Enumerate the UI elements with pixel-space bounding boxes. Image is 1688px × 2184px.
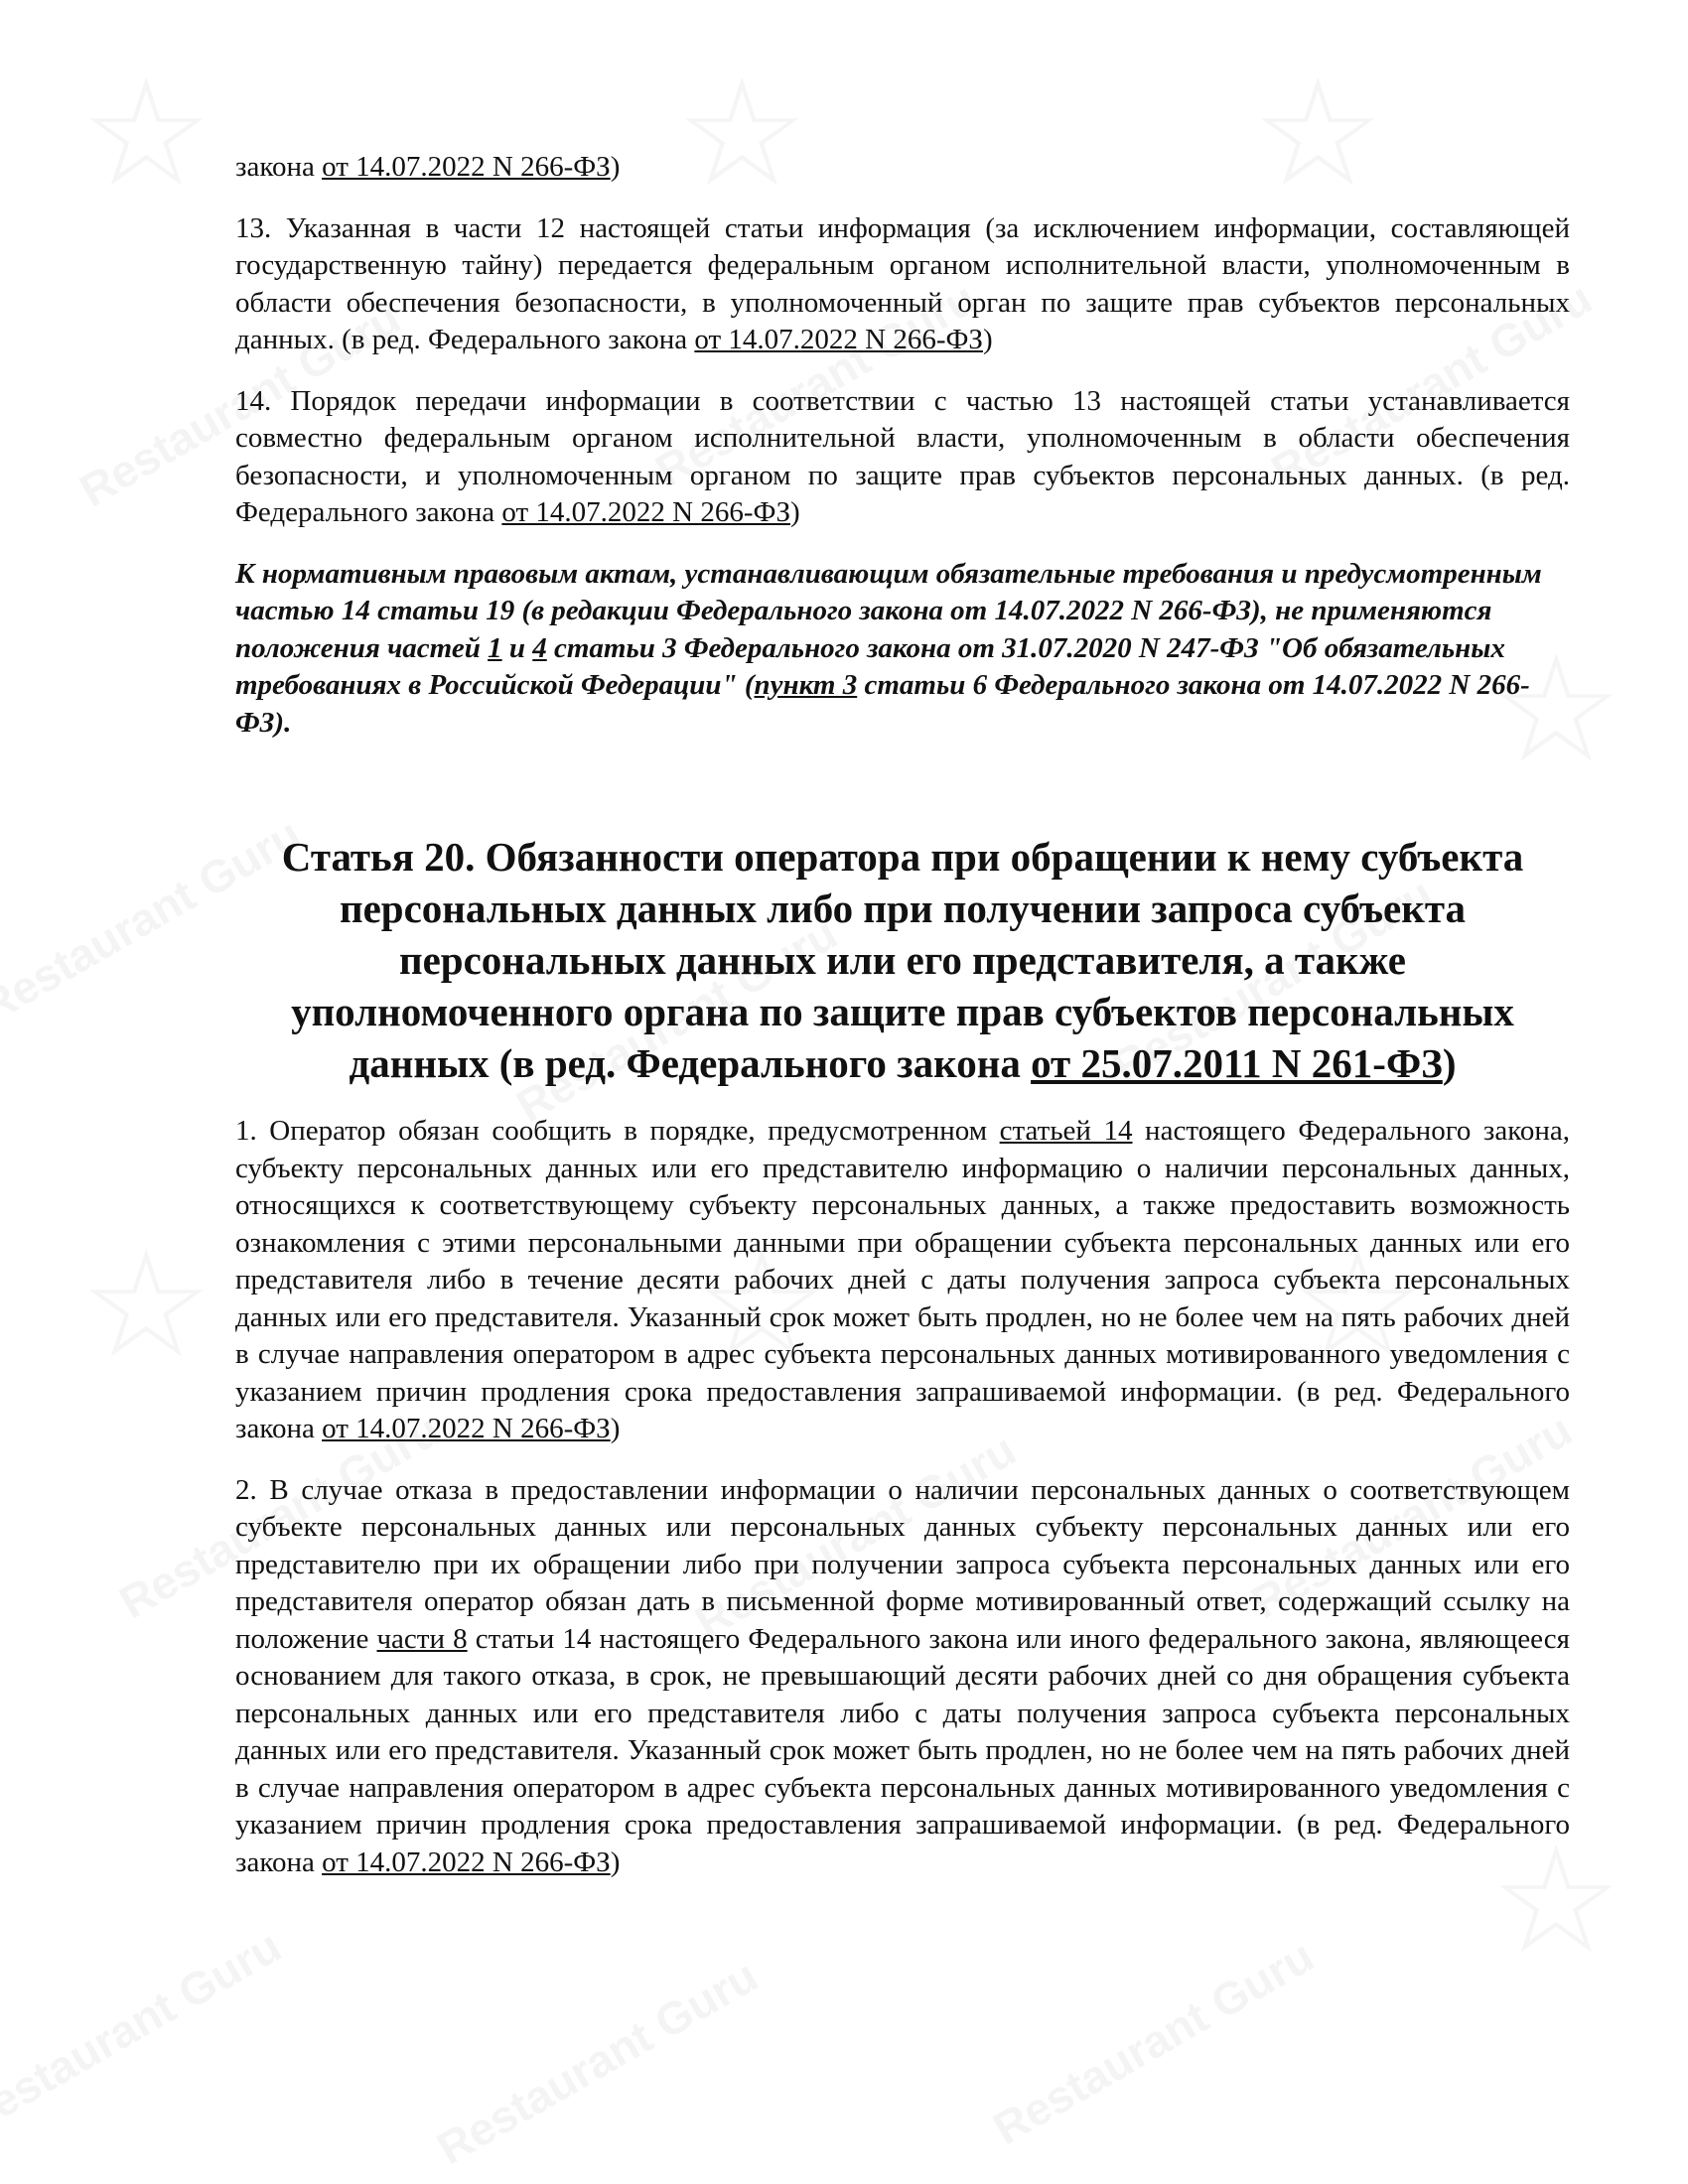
law-link[interactable]: от 14.07.2022 N 266-ФЗ [322,151,611,183]
article-paragraph-2: 2. В случае отказа в предоставлении информации о наличии персональных данных о соответствующем субъекте персональных данных или персональных данных субъекту персональных данных или его представителю при их обращении либо при получении запроса субъекта персональных данных или его представителя оператор обязан дать в письменной форме мотивированный ответ, содержащий ссылку на положение части 8 статьи 14 настоящего Федерального закона или иного федерального закона, являющееся основанием для такого отказа, в срок, не превышающий десяти рабочих дней со дня обращения субъекта персональных данных или его представителя либо с даты получения запроса субъекта персональных данных или его представителя. Указанный срок может быть продлен, но не более чем на пять рабочих дней в случае направления оператором в адрес субъекта персональных данных мотивированного уведомления с указанием причин продления срока предоставления запрашиваемой информации. (в ред. Федерального закона от 14.07.2022 N 266-ФЗ) [235,1473,1570,1878]
paragraph-continuation: закона от 14.07.2022 N 266-ФЗ) [235,151,621,183]
paragraph-14: 14. Порядок передачи информации в соответствии с частью 13 настоящей статьи устанавливается совместно федеральным органом исполнительной власти, уполномоченным в области обеспечения безопасности, и уполномоченным органом по защите прав субъектов персональных данных. (в ред. Федерального закона от 14.07.2022 N 266-ФЗ) [235,384,1570,528]
paragraph-13: 13. Указанная в части 12 настоящей статьи информация (за исключением информации, составляющей государственную тайну) передается федеральным органом исполнительной власти, уполномоченным в области обеспечения безопасности, в уполномоченный орган по защите прав субъектов персональных данных. (в ред. Федерального закона от 14.07.2022 N 266-ФЗ) [235,211,1570,355]
law-link[interactable]: 4 [532,631,547,664]
star-icon [79,1231,228,1380]
law-link[interactable]: пункт 3 [754,669,858,701]
watermark-text [984,1929,1323,2155]
editorial-note: К нормативным правовым актам, устанавливающим обязательные требования и предусмотренным частью 14 статьи 19 (в редакции Федерального закона от 14.07.2022 N 266-ФЗ), не применяются положения частей 1 и 4 статьи 3 Федерального закона от 31.07.2020 N 247-ФЗ "Об обязательных требованиях в Российской Федерации" (пункт 3 статьи 6 Федерального закона от 14.07.2022 N 266-ФЗ). [235,557,1542,739]
watermark-text [0,1919,290,2145]
article-paragraph-1: 1. Оператор обязан сообщить в порядке, предусмотренном статьей 14 настоящего Федерального закона, субъекту персональных данных или его представителю информацию о наличии персональных данных, относящихся к соответствующему субъекту персональных данных, а также предоставить возможность ознакомления с этими персональными данными при обращении субъекта персональных данных или его представителя либо в течение десяти рабочих дней с даты получения запроса субъекта персональных данных или его представителя. Указанный срок может быть продлен, но не более чем на пять рабочих дней в случае направления оператором в адрес субъекта персональных данных мотивированного уведомления с указанием причин продления срока предоставления запрашиваемой информации. (в ред. Федерального закона от 14.07.2022 N 266-ФЗ) [235,1115,1571,1444]
law-link[interactable]: от 14.07.2022 N 266-ФЗ [694,324,983,355]
watermark-text [428,1949,767,2175]
document-page [235,149,1570,1905]
law-link[interactable]: от 14.07.2022 N 266-ФЗ [322,1845,611,1878]
star-icon [79,60,228,208]
article-title: Статья 20. Обязанности оператора при обращении к нему субъекта персональных данных либо при получении запроса субъекта персональных данных или его представителя, а также уполномоченного органа по защите прав субъектов персональных данных (в ред. Федерального закона от 25.07.2011 N 261-ФЗ) [281,834,1524,1086]
law-link[interactable]: статьей 14 [999,1115,1133,1147]
law-link[interactable]: части 8 [376,1622,468,1655]
law-link[interactable]: от 14.07.2022 N 266-ФЗ [501,496,790,528]
law-link[interactable]: 1 [488,631,502,664]
law-link[interactable]: от 14.07.2022 N 266-ФЗ [322,1413,611,1444]
law-link[interactable]: от 25.07.2011 N 261-ФЗ [1031,1040,1443,1086]
